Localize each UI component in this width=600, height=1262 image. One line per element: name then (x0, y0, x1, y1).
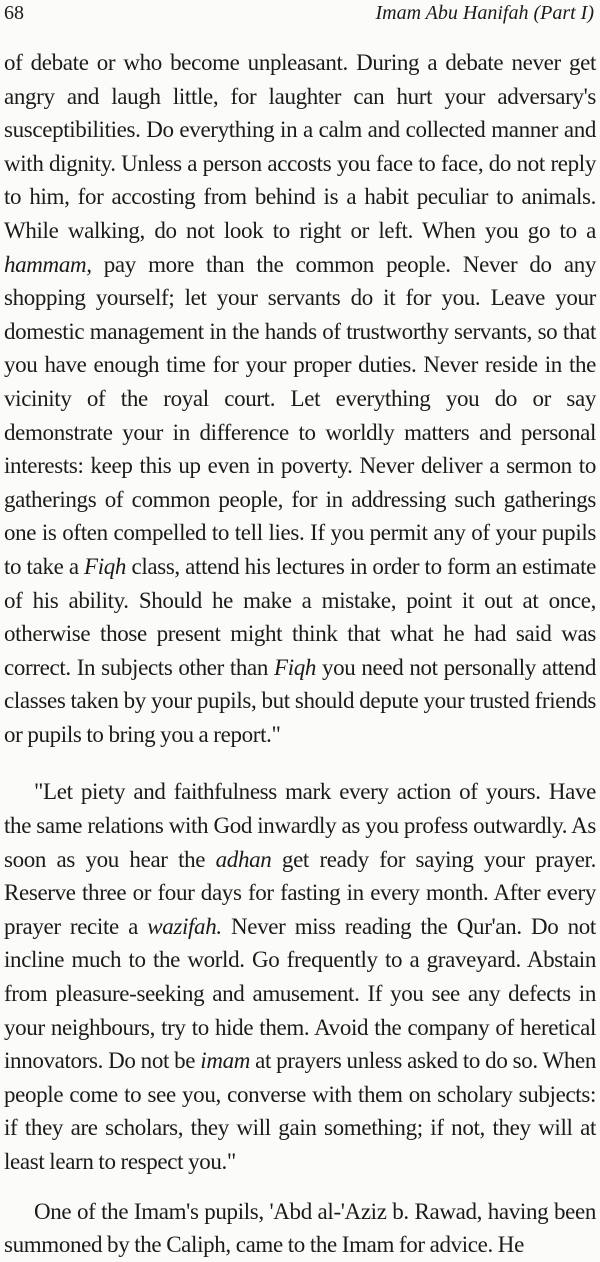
italic-term: wazifah. (147, 913, 222, 939)
text-run: Never miss reading the Qur'an. Do not incline much to the world. Go frequently to a graveyard. Abstain from pleasure-seeking and amusement. If you see any defects in your neighbours, try to hide them. Avoid the company of heretical innovators. Do not be (4, 913, 596, 1074)
text-run: One of the Imam's pupils, 'Abd al-'Aziz b. Rawad, having been summoned by the Caliph, came to the Imam for advice. He (4, 1198, 596, 1258)
italic-term: Fiqh (84, 553, 127, 579)
paragraph-1 (4, 46, 596, 751)
italic-term: Fiqh (274, 654, 317, 680)
text-run: of debate or who become unpleasant. During a debate never get angry and laugh little, for laughter can hurt your adversary's susceptibilities. Do everything in a calm and collected manner and with dignity. Unless a person accosts you face to face, do not reply to him, for accosting from behind is a habit peculiar to animals. While walking, do not look to right or left. When you go to a (4, 50, 596, 243)
page-number: 68 (4, 2, 24, 24)
text-run: you need not personally attend classes taken by your pupils, but should depute your trusted friends or pupils to bring you a report." (4, 654, 597, 747)
page-body (4, 46, 596, 1262)
italic-term: hammam, (4, 251, 92, 277)
paragraph-2 (4, 775, 596, 1178)
text-run: class, attend his lectures in order to form an estimate of his ability. Should he make a mistake, point it out at once, otherwise those present might think that what he had said was correct. In subjects other than (4, 553, 596, 680)
italic-term: imam (200, 1048, 251, 1074)
text-run: "Let piety and faithfulness mark every action of yours. Have the same relations with God inwardly as you profess outwardly. As soon as you hear the (4, 779, 596, 872)
text-run: pay more than the common people. Never do any shopping yourself; let your servants do it for you. Leave your domestic management in the hands of trustworthy servants, so that you have enough time for your proper duties. Never reside in the vicinity of the royal court. Let everything you do or say demonstrate your in difference to worldly matters and personal interests: keep this up even in poverty. Never deliver a sermon to gatherings of common people, for in addressing such gatherings one is often compelled to tell lies. If you permit any of your pupils to take a (4, 251, 596, 579)
text-run: get ready for saying your prayer. Reserve three or four days for fasting in every month. After every prayer recite a (4, 846, 596, 939)
text-run: at prayers unless asked to do so. When people come to see you, converse with them on scholary subjects: if they are scholars, they will gain something; if not, they will at least learn to respect you." (4, 1048, 596, 1174)
italic-term: adhan (215, 846, 272, 872)
running-title: Imam Abu Hanifah (Part I) (375, 2, 594, 24)
page-header (0, 0, 600, 30)
paragraph-3 (4, 1195, 596, 1262)
